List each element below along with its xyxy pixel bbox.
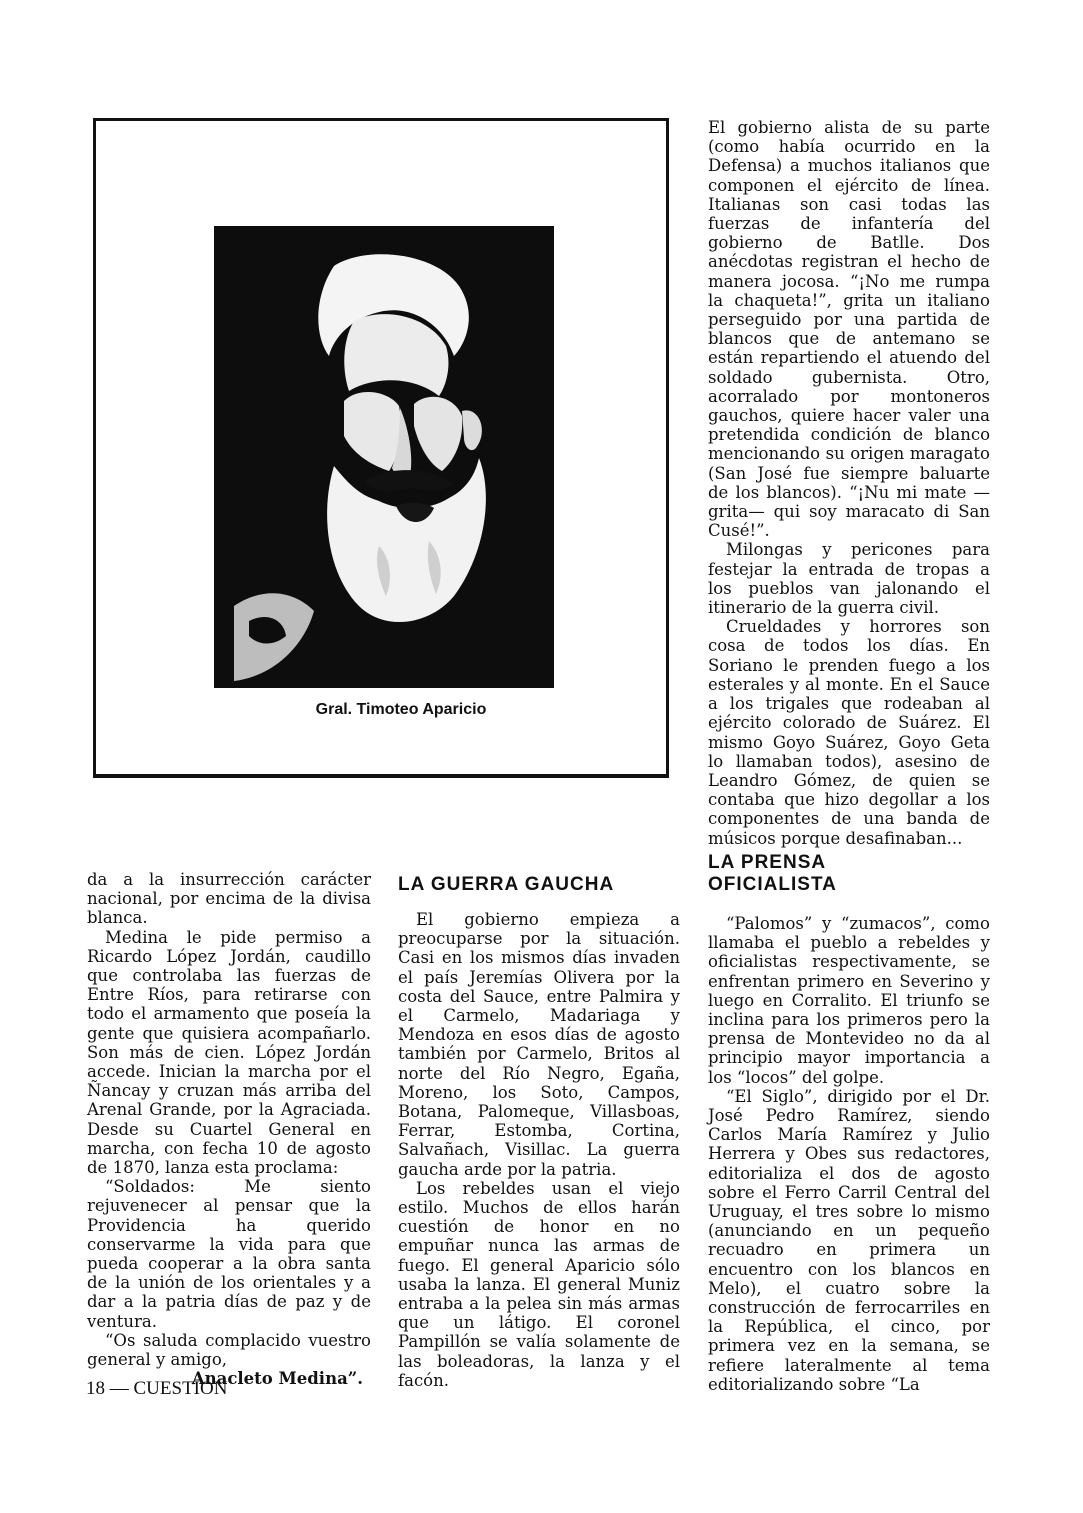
left-column [87, 870, 371, 1388]
paragraph: El gobierno alista de su parte (como había ocurrido en la Defensa) a muchos italianos que componen el ejército de línea. Italianas son casi todas las fuerzas de infantería del gobierno de Batlle. Dos anécdotas registran el hecho de manera jocosa. “¡No me rumpa la chaqueta!”, grita un italiano perseguido por una partida de blancos que de antemano se están repartiendo el atuendo del soldado gubernista. Otro, acorralado por montoneros gauchos, quiere hacer valer una pretendida condición de blanco mencionando su origen maragato (San José fue siempre baluarte de los blancos). “¡Nu mi mate —grita— qui soy maracato di San Cusé!”. [708, 118, 990, 541]
paragraph: “Palomos” y “zumacos”, como llamaba el pueblo a rebeldes y oficialistas respectivamente, se enfrentan primero en Severino y luego en Corralito. El triunfo se inclina para los primeros pero la prensa de Montevideo no da al principio mayor importancia a los “locos” del golpe. [708, 914, 990, 1087]
portrait-frame [93, 118, 669, 778]
section-heading-line: LA PRENSA [708, 852, 827, 873]
paragraph: “Soldados: Me siento rejuvenecer al pensar que la Providencia ha querido conservarme la vida para que pueda cooperar a la obra santa de la unión de los orientales y a dar a la patria días de paz y de ventura. [87, 1177, 371, 1331]
signature: Anacleto Medina”. [191, 1369, 363, 1389]
paragraph: Los rebeldes usan el viejo estilo. Muchos de ellos harán cuestión de honor en no empuñar nunca las armas de fuego. El general Aparicio sólo usaba la lanza. El general Muniz entraba a la pelea sin más armas que un látigo. El coronel Pampillón se valía solamente de las boleadoras, la lanza y el facón. [398, 1178, 680, 1390]
section-heading [708, 852, 990, 896]
right-bottom-column [708, 852, 990, 1394]
page-footer: 18 — CUESTION [86, 1378, 228, 1399]
paragraph: Medina le pide permiso a Ricardo López Jordán, caudillo que controlaba las fuerzas de Entre Ríos, para retirarse con todo el armamento que poseía la gente que quisiera acompañarlo. Son más de cien. López Jordán accede. Inician la marcha por el Ñancay y cruzan más arriba del Arenal Grande, por la Agraciada. Desde su Cuartel General en marcha, con fecha 10 de agosto de 1870, lanza esta proclama: [87, 927, 371, 1178]
portrait-illustration [214, 226, 554, 688]
section-heading-line: OFICIALISTA [708, 874, 837, 895]
paragraph: Milongas y pericones para festejar la entrada de tropas a los pueblos van jalonando el itinerario de la guerra civil. [708, 540, 990, 618]
paragraph: da a la insurrección carácter nacional, por encima de la divisa blanca. [87, 870, 371, 928]
paragraph: “El Siglo”, dirigido por el Dr. José Pedro Ramírez, siendo Carlos María Ramírez y Julio Herrera y Obes sus redactores, editorializa el dos de agosto sobre el Ferro Carril Central del Uruguay, el tres sobre lo mismo (anunciando en un pequeño recuadro en primera un encuentro con los blancos en Melo), el cuatro sobre la construcción de ferrocarriles en la República, el cinco, por primera vez en la semana, se refiere lateralmente al tema editorializando sobre “La [708, 1086, 990, 1394]
section-heading: LA GUERRA GAUCHA [398, 874, 615, 895]
paragraph: El gobierno empieza a preocuparse por la situación. Casi en los mismos días invaden el país Jeremías Olivera por la costa del Sauce, entre Palmira y el Carmelo, Madariaga y Mendoza en esos días de agosto también por Carmelo, Britos al norte del Río Negro, Egaña, Moreno, los Soto, Campos, Botana, Palomeque, Villasboas, Ferrar, Estomba, Cortina, Salvañach, Visillac. La guerra gaucha arde por la patria. [398, 910, 680, 1179]
paragraph: “Os saluda complacido vuestro general y amigo, [87, 1330, 371, 1370]
paragraph: Crueldades y horrores son cosa de todos los días. En Soriano le prenden fuego a los esterales y al monte. En el Sauce a los trigales que rodeaban al ejército colorado de Suárez. El mismo Goyo Suárez, Goyo Geta lo llamaban todos), asesino de Leandro Gómez, de quien se contaba que hizo degollar a los componentes de una banda de músicos porque desafinaban... [708, 617, 990, 848]
right-top-column [708, 118, 990, 848]
portrait-photo [214, 226, 554, 688]
portrait-caption: Gral. Timoteo Aparicio [315, 701, 487, 718]
middle-column [398, 874, 680, 1390]
